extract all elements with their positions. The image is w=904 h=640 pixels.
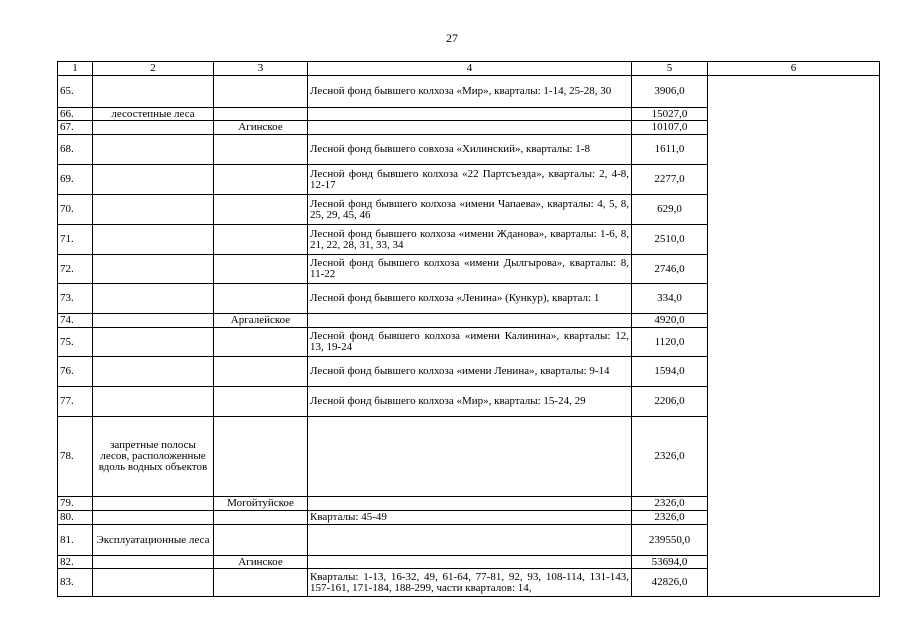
area-value: 334,0 (632, 284, 708, 314)
location-description: Лесной фонд бывшего колхоза «имени Жданова», кварталы: 1-6, 8, 21, 22, 28, 31, 33, 34 (308, 225, 632, 255)
row-number: 80. (58, 511, 93, 525)
forest-category (93, 135, 214, 165)
area-value: 15027,0 (632, 108, 708, 121)
location-description: Лесной фонд бывшего колхоза «Мир», кварталы: 15-24, 29 (308, 387, 632, 417)
forest-category (93, 284, 214, 314)
location-description: Лесной фонд бывшего колхоза «имени Ленина», кварталы: 9-14 (308, 357, 632, 387)
row-number: 72. (58, 255, 93, 284)
header-col-4: 4 (308, 62, 632, 76)
row-number: 82. (58, 556, 93, 569)
forest-category (93, 195, 214, 225)
forestry-district: Могойтуйское (214, 497, 308, 511)
forestry-district (214, 417, 308, 497)
row-number: 83. (58, 569, 93, 597)
header-col-2: 2 (93, 62, 214, 76)
forest-category (93, 255, 214, 284)
location-description: Кварталы: 1-13, 16-32, 49, 61-64, 77-81, 92, 93, 108-114, 131-143, 157-161, 171-184, 188-299, части кварталов: 14, (308, 569, 632, 597)
forestry-district: Аргалейское (214, 314, 308, 328)
forest-category (93, 569, 214, 597)
forest-category (93, 165, 214, 195)
forestry-district (214, 525, 308, 556)
forestry-district (214, 387, 308, 417)
forestry-district: Агинское (214, 121, 308, 135)
forest-category: запретные полосы лесов, расположенные вдоль водных объектов (93, 417, 214, 497)
table-header-row (58, 62, 880, 76)
area-value: 3906,0 (632, 76, 708, 108)
forestry-district (214, 569, 308, 597)
row-number: 70. (58, 195, 93, 225)
location-description: Лесной фонд бывшего колхоза «22 Партсъезда», кварталы: 2, 4-8, 12-17 (308, 165, 632, 195)
location-description: Лесной фонд бывшего колхоза «имени Дылгырова», кварталы: 8, 11-22 (308, 255, 632, 284)
forest-category: лесостепные леса (93, 108, 214, 121)
forest-category (93, 357, 214, 387)
row-number: 68. (58, 135, 93, 165)
row-number: 81. (58, 525, 93, 556)
header-col-1: 1 (58, 62, 93, 76)
location-description: Лесной фонд бывшего совхоза «Хилинский», кварталы: 1-8 (308, 135, 632, 165)
area-value: 1594,0 (632, 357, 708, 387)
row-number: 78. (58, 417, 93, 497)
forestry-district (214, 135, 308, 165)
area-value: 1120,0 (632, 328, 708, 357)
location-description (308, 417, 632, 497)
row-number: 69. (58, 165, 93, 195)
forest-category (93, 497, 214, 511)
forestry-district: Агинское (214, 556, 308, 569)
location-description (308, 314, 632, 328)
forest-category (93, 556, 214, 569)
row-number: 66. (58, 108, 93, 121)
forest-category (93, 328, 214, 357)
area-value: 2277,0 (632, 165, 708, 195)
forest-category (93, 76, 214, 108)
location-description (308, 556, 632, 569)
row-number: 77. (58, 387, 93, 417)
location-description: Лесной фонд бывшего колхоза «Мир», кварталы: 1-14, 25-28, 30 (308, 76, 632, 108)
area-value: 2746,0 (632, 255, 708, 284)
location-description: Кварталы: 45-49 (308, 511, 632, 525)
area-value: 629,0 (632, 195, 708, 225)
location-description: Лесной фонд бывшего колхоза «имени Калинина», кварталы: 12, 13, 19-24 (308, 328, 632, 357)
forestry-district (214, 195, 308, 225)
forestry-district (214, 284, 308, 314)
area-value: 2206,0 (632, 387, 708, 417)
area-value: 10107,0 (632, 121, 708, 135)
forest-category (93, 511, 214, 525)
area-value: 2326,0 (632, 511, 708, 525)
location-description (308, 497, 632, 511)
forestry-district (214, 328, 308, 357)
forest-category (93, 225, 214, 255)
row-number: 65. (58, 76, 93, 108)
area-value: 2510,0 (632, 225, 708, 255)
forestry-district (214, 76, 308, 108)
row-number: 74. (58, 314, 93, 328)
forestry-district (214, 255, 308, 284)
location-description: Лесной фонд бывшего колхоза «имени Чапаева», кварталы: 4, 5, 8, 25, 29, 45, 46 (308, 195, 632, 225)
row-number: 67. (58, 121, 93, 135)
header-col-3: 3 (214, 62, 308, 76)
forestry-district (214, 225, 308, 255)
forestry-district (214, 165, 308, 195)
location-description (308, 108, 632, 121)
area-value: 2326,0 (632, 497, 708, 511)
area-value: 1611,0 (632, 135, 708, 165)
forest-category (93, 121, 214, 135)
area-value: 2326,0 (632, 417, 708, 497)
location-description: Лесной фонд бывшего колхоза «Ленина» (Кункур), квартал: 1 (308, 284, 632, 314)
forestry-district (214, 357, 308, 387)
row-number: 76. (58, 357, 93, 387)
table-row (58, 76, 880, 108)
forestry-district (214, 511, 308, 525)
header-col-6: 6 (708, 62, 880, 76)
area-value: 53694,0 (632, 556, 708, 569)
header-col-5: 5 (632, 62, 708, 76)
notes-column (708, 76, 880, 597)
area-value: 239550,0 (632, 525, 708, 556)
location-description (308, 525, 632, 556)
row-number: 79. (58, 497, 93, 511)
row-number: 71. (58, 225, 93, 255)
area-value: 42826,0 (632, 569, 708, 597)
forest-table (57, 61, 880, 597)
location-description (308, 121, 632, 135)
table-body (58, 62, 880, 597)
page-number: 27 (446, 31, 458, 45)
forest-category: Эксплуатационные леса (93, 525, 214, 556)
row-number: 75. (58, 328, 93, 357)
area-value: 4920,0 (632, 314, 708, 328)
forest-category (93, 387, 214, 417)
row-number: 73. (58, 284, 93, 314)
forestry-district (214, 108, 308, 121)
forest-category (93, 314, 214, 328)
